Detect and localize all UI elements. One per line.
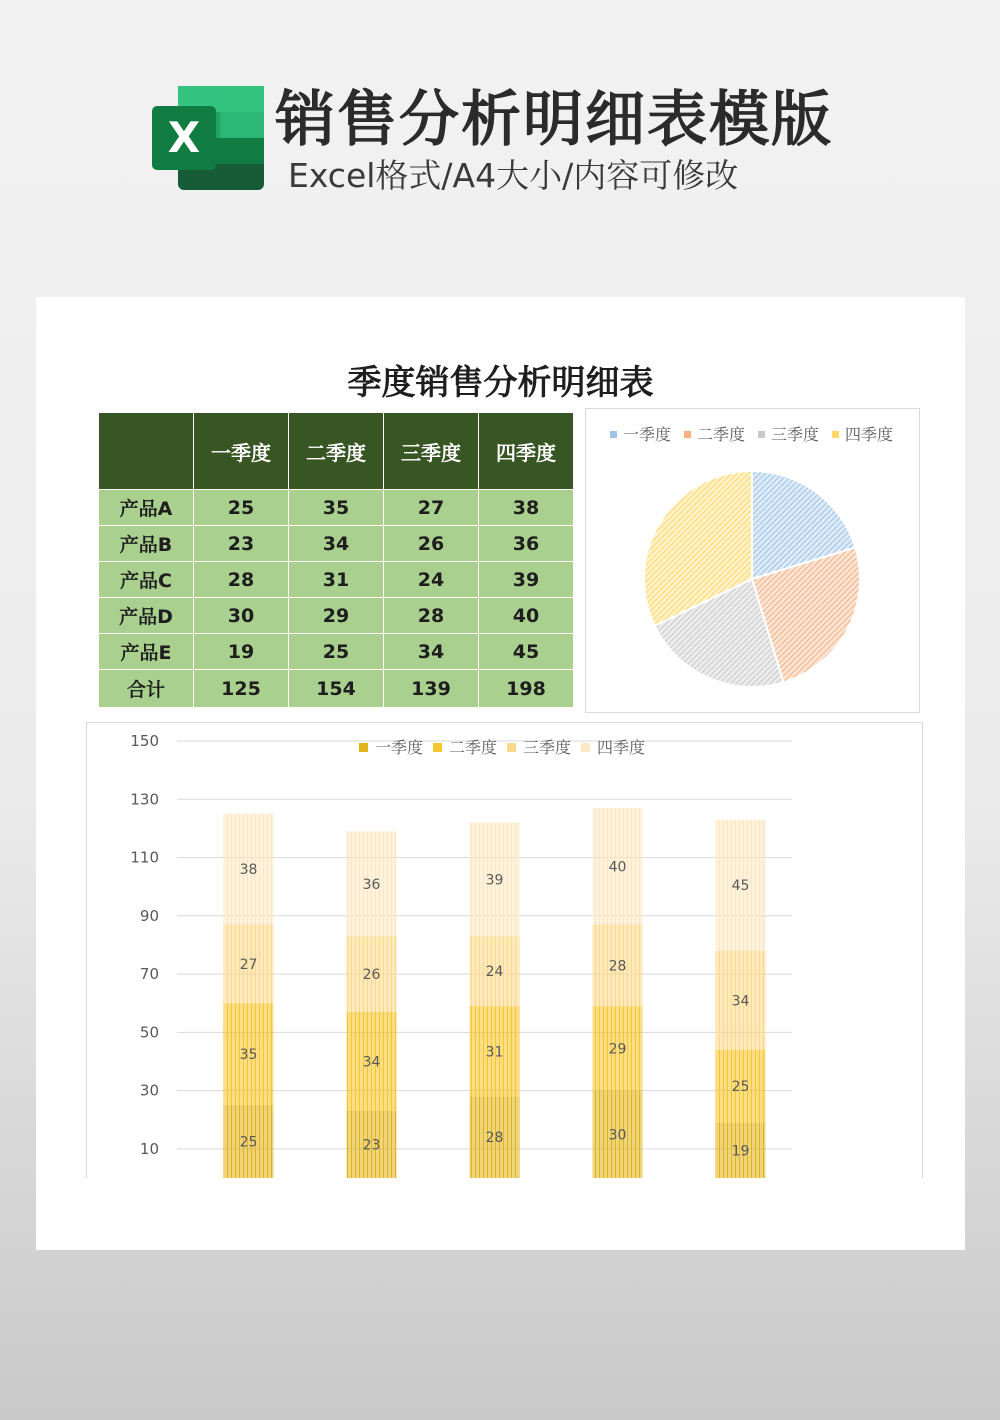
sheet-title: 季度销售分析明细表 — [347, 363, 654, 403]
table-total-row — [99, 670, 574, 708]
bar-stack — [470, 823, 520, 1178]
table-row — [99, 490, 574, 526]
y-tick-label: 150 — [130, 732, 159, 750]
bar-data-label: 24 — [485, 964, 504, 981]
row-label: 合计 — [99, 670, 194, 708]
table-cell: 39 — [479, 562, 574, 598]
legend-label: 一季度 — [623, 425, 672, 444]
bar-data-label: 34 — [731, 993, 750, 1010]
bar-stack — [593, 808, 643, 1178]
table-cell: 30 — [194, 598, 289, 634]
bar-data-label: 30 — [608, 1127, 627, 1144]
y-tick-label: 110 — [130, 848, 159, 867]
main-title: 销售分析明细表模版 — [275, 85, 833, 155]
table-cell: 26 — [384, 526, 479, 562]
banner — [0, 0, 1000, 260]
bar-data-label: 39 — [485, 872, 504, 889]
pie-legend-item — [832, 425, 893, 444]
legend-label: 四季度 — [597, 738, 646, 757]
bar-stack — [716, 820, 766, 1178]
table-cell: 38 — [479, 490, 574, 526]
bar-data-label: 28 — [608, 958, 627, 975]
bar-data-label: 45 — [731, 878, 750, 895]
legend-swatch — [610, 431, 617, 438]
bar-data-label: 31 — [485, 1044, 504, 1061]
table-cell: 25 — [289, 634, 384, 670]
pie-legend-item — [758, 425, 819, 444]
main-subtitle: Excel格式/A4大小/内容可修改 — [288, 156, 739, 195]
bar-chart-panel — [86, 722, 923, 1178]
total-cell: 125 — [194, 670, 289, 708]
table-cell: 19 — [194, 634, 289, 670]
total-cell: 139 — [384, 670, 479, 708]
total-cell: 198 — [479, 670, 574, 708]
legend-label: 一季度 — [375, 738, 424, 757]
bar-data-label: 36 — [362, 876, 381, 893]
bar-data-label: 34 — [362, 1054, 381, 1071]
logo-letter: X — [167, 113, 201, 162]
row-label: 产品C — [99, 562, 194, 598]
legend-swatch — [433, 743, 442, 752]
table-cell: 24 — [384, 562, 479, 598]
table-row — [99, 526, 574, 562]
legend-label: 三季度 — [771, 425, 820, 444]
bar-stack — [347, 831, 397, 1178]
column-header: 一季度 — [194, 413, 289, 490]
row-label: 产品D — [99, 598, 194, 634]
bar-data-label: 29 — [608, 1041, 627, 1058]
legend-label: 四季度 — [845, 425, 894, 444]
spreadsheet-page — [36, 297, 965, 1250]
y-tick-label: 30 — [139, 1081, 159, 1100]
table-cell: 40 — [479, 598, 574, 634]
column-header: 二季度 — [289, 413, 384, 490]
table-cell: 28 — [384, 598, 479, 634]
bar-data-label: 26 — [362, 967, 381, 984]
bar-data-label: 28 — [485, 1130, 504, 1147]
table-cell: 29 — [289, 598, 384, 634]
legend-swatch — [684, 431, 691, 438]
bar-data-label: 19 — [731, 1143, 750, 1160]
column-header — [99, 413, 194, 490]
row-label: 产品E — [99, 634, 194, 670]
pie-legend-item — [610, 425, 671, 444]
table-cell: 27 — [384, 490, 479, 526]
bar-data-label: 40 — [608, 859, 627, 876]
pie-legend-item — [684, 425, 745, 444]
pie-chart — [586, 409, 919, 712]
excel-logo-icon — [152, 86, 264, 190]
table-header-row — [99, 413, 574, 490]
table-cell: 34 — [384, 634, 479, 670]
legend-label: 二季度 — [449, 738, 498, 757]
bar-data-label: 25 — [239, 1134, 258, 1151]
table-cell: 45 — [479, 634, 574, 670]
row-label: 产品B — [99, 526, 194, 562]
y-tick-label: 130 — [130, 790, 159, 809]
pie-chart-panel — [585, 408, 920, 713]
table-row — [99, 562, 574, 598]
table-cell: 36 — [479, 526, 574, 562]
table-row — [99, 634, 574, 670]
y-tick-label: 10 — [139, 1139, 159, 1158]
stacked-bar-chart — [87, 723, 922, 1178]
legend-swatch — [758, 431, 765, 438]
row-label: 产品A — [99, 490, 194, 526]
legend-label: 二季度 — [697, 425, 746, 444]
legend-swatch — [359, 743, 368, 752]
y-tick-label: 70 — [139, 965, 159, 984]
column-header: 四季度 — [479, 413, 574, 490]
bar-data-label: 27 — [239, 956, 258, 973]
legend-label: 三季度 — [523, 738, 572, 757]
table-cell: 23 — [194, 526, 289, 562]
table-cell: 31 — [289, 562, 384, 598]
table-cell: 34 — [289, 526, 384, 562]
column-header: 三季度 — [384, 413, 479, 490]
bar-data-label: 38 — [239, 862, 258, 879]
bar-data-label: 25 — [731, 1079, 750, 1096]
sales-table — [98, 412, 574, 708]
table-cell: 35 — [289, 490, 384, 526]
bar-stack — [224, 814, 274, 1178]
legend-swatch — [832, 431, 839, 438]
table-cell: 25 — [194, 490, 289, 526]
table-row — [99, 598, 574, 634]
y-tick-label: 90 — [139, 906, 159, 925]
bar-data-label: 23 — [362, 1137, 381, 1154]
total-cell: 154 — [289, 670, 384, 708]
legend-swatch — [581, 743, 590, 752]
bar-data-label: 35 — [239, 1047, 258, 1064]
table-cell: 28 — [194, 562, 289, 598]
legend-swatch — [507, 743, 516, 752]
pie-legend — [610, 425, 893, 444]
y-tick-label: 50 — [139, 1023, 159, 1042]
